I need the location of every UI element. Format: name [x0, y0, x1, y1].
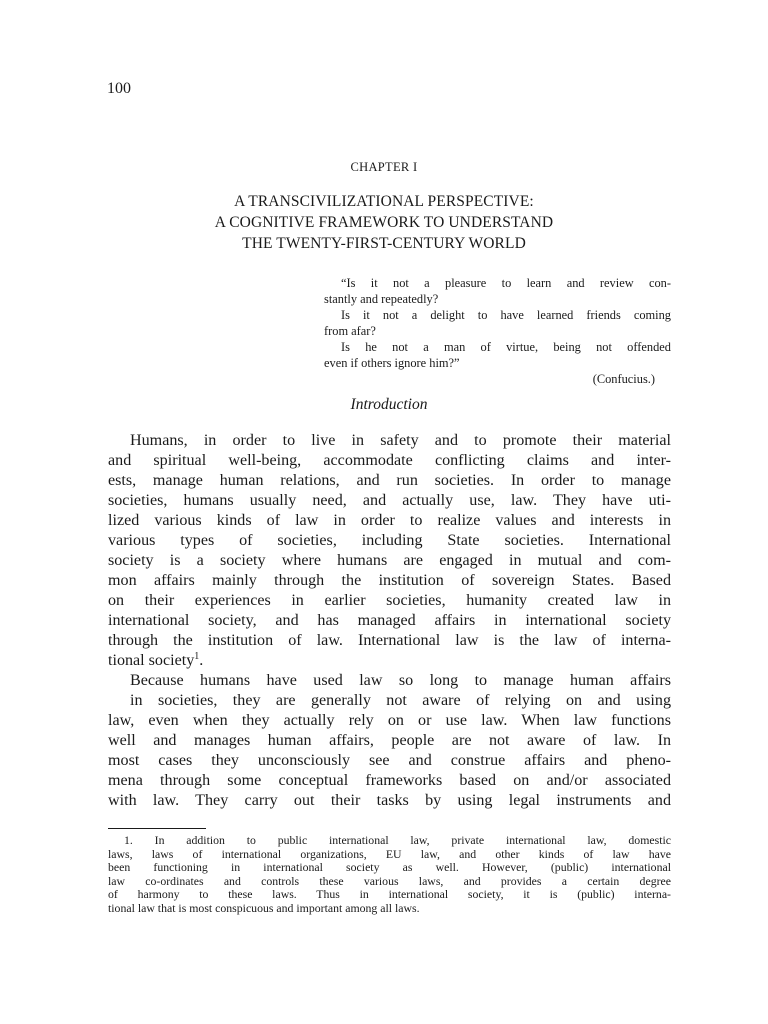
- body-line: through the institution of law. International law is the law of interna-: [108, 632, 671, 649]
- body-line: mon affairs mainly through the institution of sovereign States. Based: [108, 572, 671, 589]
- body-line: most cases they unconsciously see and construe affairs and pheno-: [108, 752, 671, 769]
- footnote-line: law co-ordinates and controls these various laws, and provides a certain degree: [108, 874, 671, 888]
- epigraph-attribution: (Confucius.): [592, 372, 655, 386]
- epigraph-line: Is it not a delight to have learned friends coming: [341, 308, 671, 322]
- footnote-line: of harmony to these laws. Thus in international society, it is (public) interna-: [108, 888, 671, 902]
- footnote-line: been functioning in international society as well. However, (public) international: [108, 861, 671, 875]
- body-line: various types of societies, including State societies. International: [108, 532, 671, 549]
- footnote-line: tional law that is most conspicuous and important among all laws.: [108, 901, 420, 915]
- footnote-line: laws, laws of international organizations, EU law, and other kinds of law have: [108, 847, 671, 861]
- body-line: lized various kinds of law in order to realize values and interests in: [108, 512, 671, 529]
- body-text: [108, 431, 671, 811]
- epigraph: [324, 275, 671, 387]
- body-line: Because humans have used law so long to manage human affairs: [130, 672, 671, 689]
- body-line: on their experiences in earlier societies, humanity created law in: [108, 592, 671, 609]
- body-line: society is a society where humans are engaged in mutual and com-: [108, 552, 671, 569]
- chapter-title: [0, 191, 768, 254]
- epigraph-line: “Is it not a pleasure to learn and review con-: [341, 276, 671, 290]
- body-line: in societies, they are generally not aware of relying on and using: [130, 692, 671, 709]
- chapter-title-line: A TRANSCIVILIZATIONAL PERSPECTIVE:: [234, 193, 534, 210]
- footnote-divider: [108, 828, 206, 829]
- body-line: [108, 651, 671, 671]
- footnote: [108, 834, 671, 916]
- page-number: 100: [107, 80, 131, 97]
- body-line: law, even when they actually rely on or use law. When law functions: [108, 712, 671, 729]
- chapter-title-line: A COGNITIVE FRAMEWORK TO UNDERSTAND: [214, 214, 554, 231]
- body-line: mena through some conceptual frameworks based on and/or associated: [108, 772, 671, 789]
- epigraph-line: even if others ignore him?”: [324, 356, 460, 370]
- body-line: well and manages human affairs, people are not aware of law. In: [108, 732, 671, 749]
- body-line: international society, and has managed affairs in international society: [108, 612, 671, 629]
- footnote-reference[interactable]: 1: [194, 651, 200, 662]
- epigraph-line: from afar?: [324, 324, 376, 338]
- body-line: ests, manage human relations, and run societies. In order to manage: [108, 472, 671, 489]
- chapter-label: CHAPTER I: [350, 160, 418, 174]
- body-line-end: .: [199, 652, 204, 669]
- footnote-line: 1. In addition to public international law, private international law, domestic: [124, 834, 671, 847]
- body-line: and spiritual well-being, accommodate conflicting claims and inter-: [108, 452, 671, 469]
- epigraph-line: stantly and repeatedly?: [324, 292, 439, 306]
- body-line: Humans, in order to live in safety and to promote their material: [130, 432, 671, 449]
- body-line: with law. They carry out their tasks by using legal instruments and: [108, 792, 671, 809]
- body-line: societies, humans usually need, and actually use, law. They have uti-: [108, 492, 671, 509]
- chapter-title-line: THE TWENTY-FIRST-CENTURY WORLD: [242, 235, 526, 252]
- section-heading: Introduction: [350, 396, 428, 413]
- body-line-text: tional society: [108, 652, 195, 669]
- epigraph-line: Is he not a man of virtue, being not offended: [341, 340, 671, 354]
